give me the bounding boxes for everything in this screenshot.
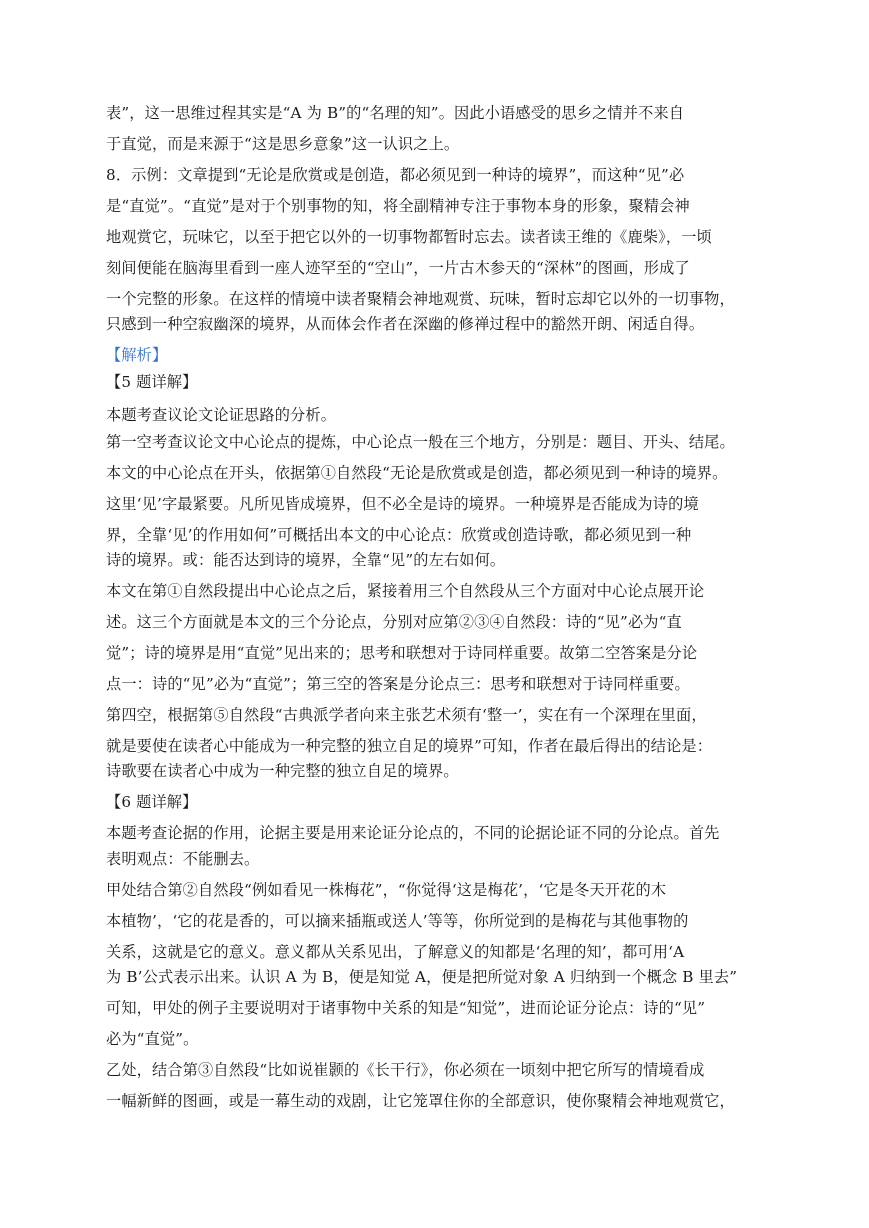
text-line: 点一：诗的“见”必为“直觉”；第三空的答案是分论点三：思考和联想对于诗同样重要。 (106, 675, 690, 693)
section-heading-q5: 【5 题详解】 (106, 373, 198, 391)
text-line: 表”，这一思维过程其实是“A 为 B”的“名理的知”。因此小语感受的思乡之情并不来自 (106, 104, 685, 122)
text-line: 就是要使在读者心中能成为一种完整的独立自足的境界”可知，作者在最后得出的结论是： (106, 737, 713, 755)
text-line: 本题考查论据的作用，论据主要是用来论证分论点的，不同的论据论证不同的分论点。首先 (106, 824, 720, 842)
text-line: 界，全靠‘见’的作用如何”可概括出本文的中心论点：欣赏或创造诗歌，都必须见到一种 (106, 526, 692, 544)
text-line: 诗的境界。或：能否达到诗的境界，全靠“见”的左右如何。 (106, 551, 506, 569)
text-line: 本文在第①自然段提出中心论点之后，紧接着用三个自然段从三个方面对中心论点展开论 (106, 582, 705, 600)
text-line: 表明观点：不能删去。 (106, 850, 260, 868)
text-line: 可知，甲处的例子主要说明对于诸事物中关系的知是“知觉”，进而论证分论点：诗的“见” (106, 999, 706, 1017)
text-line: 本题考查议论文论证思路的分析。 (106, 406, 337, 424)
text-line: 一个完整的形象。在这样的情境中读者聚精会神地观赏、玩味，暂时忘却它以外的一切事物， (106, 290, 735, 308)
text-line: 为 B’公式表示出来。认识 A 为 B，便是知觉 A，便是把所觉对象 A 归纳到一个概念 B 里去” (106, 968, 738, 986)
text-line: 述。这三个方面就是本文的三个分论点，分别对应第②③④自然段：诗的“见”必为“直 (106, 613, 682, 631)
text-line: 第一空考查议论文中心论点的提炼，中心论点一般在三个地方，分别是：题目、开头、结尾。 (106, 433, 735, 451)
analysis-heading: 【解析】 (106, 346, 168, 364)
text-line: 本植物’，‘它的花是香的，可以摘来插瓶或送人’等等，你所觉到的是梅花与其他事物的 (106, 912, 689, 930)
text-line: 诗歌要在读者心中成为一种完整的独立自足的境界。 (106, 762, 459, 780)
text-line: 乙处，结合第③自然段“比如说崔颢的《长干行》，你必须在一顷刻中把它所写的情境看成 (106, 1061, 705, 1079)
text-line: 是“直觉”。“直觉”是对于个别事物的知，将全副精神专注于事物本身的形象，聚精会神 (106, 197, 690, 215)
section-heading-q6: 【6 题详解】 (106, 793, 198, 811)
text-line: 觉”；诗的境界是用“直觉”见出来的；思考和联想对于诗同样重要。故第二空答案是分论 (106, 644, 698, 662)
text-line: 只感到一种空寂幽深的境界，从而体会作者在深幽的修禅过程中的豁然开朗、闲适自得。 (106, 315, 705, 333)
text-line: 一幅新鲜的图画，或是一幕生动的戏剧，让它笼罩住你的全部意识，使你聚精会神地观赏它， (106, 1092, 735, 1110)
text-line: 8．示例：文章提到“无论是欣赏或是创造，都必须见到一种诗的境界”，而这种“见”必 (106, 166, 685, 184)
text-line: 关系，这就是它的意义。意义都从关系见出，了解意义的知都是‘名理的知’，都可用‘A (106, 943, 685, 961)
text-line: 地观赏它，玩味它，以至于把它以外的一切事物都暂时忘去。读者读王维的《鹿柴》，一顷 (106, 228, 712, 246)
text-line: 必为“直觉”。 (106, 1030, 199, 1048)
text-line: 于直觉，而是来源于“这是思乡意象”这一认识之上。 (106, 135, 460, 153)
text-line: 第四空，根据第⑤自然段“古典派学者向来主张艺术须有‘整一’，实在有一个深理在里面， (106, 706, 707, 724)
text-line: 甲处结合第②自然段“例如看见一株梅花”，“你觉得‘这是梅花’，‘它是冬天开花的木 (106, 881, 667, 899)
text-line: 这里‘见’字最紧要。凡所见皆成境界，但不必全是诗的境界。一种境界是否能成为诗的境 (106, 495, 699, 513)
text-line: 刻间便能在脑海里看到一座人迹罕至的“空山”，一片古木参天的“深林”的图画，形成了 (106, 259, 690, 277)
text-line: 本文的中心论点在开头，依据第①自然段“无论是欣赏或是创造，都必须见到一种诗的境界。 (106, 464, 728, 482)
